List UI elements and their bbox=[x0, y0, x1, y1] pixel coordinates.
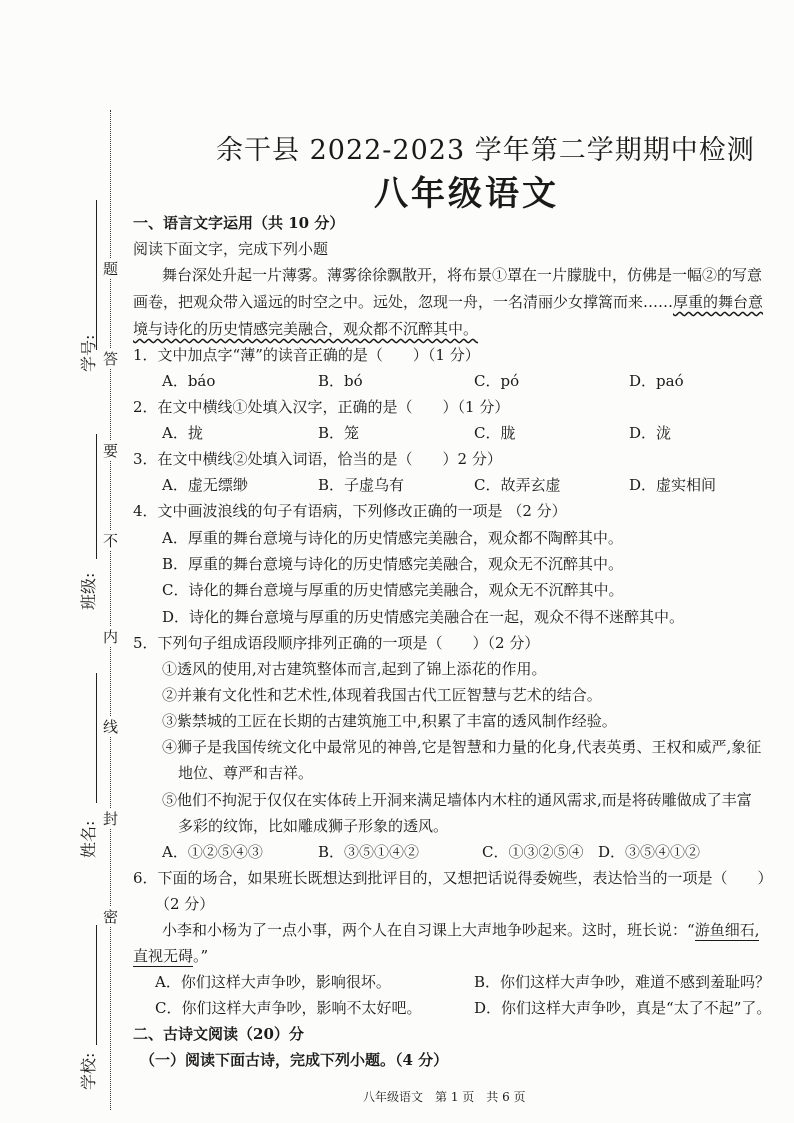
q1-option-c[interactable]: C．pó bbox=[474, 372, 520, 390]
q6-option-b[interactable]: B．你们这样大声争吵，难道不感到羞耻吗？ bbox=[474, 973, 771, 991]
q4-option-a[interactable]: A．厚重的舞台意境与诗化的历史情感完美融合，观众都不陶醉其中。 bbox=[162, 529, 623, 547]
name-line[interactable] bbox=[96, 673, 97, 803]
seal-char-1: 题 bbox=[103, 260, 119, 278]
q3-option-c[interactable]: C．故弄玄虚 bbox=[474, 476, 561, 494]
seal-char-4: 不 bbox=[103, 532, 119, 550]
q6-option-d[interactable]: D．你们这样大声争吵，真是“太了不起”了。 bbox=[474, 999, 772, 1017]
q3-stem: 3．在文中横线②处填入词语，恰当的是（ ）2 分） bbox=[133, 450, 502, 468]
student-no-label: 学号: bbox=[79, 334, 98, 372]
seal-char-7: 封 bbox=[103, 810, 119, 828]
section1-instruction: 阅读下面文字，完成下列小题 bbox=[133, 240, 329, 258]
seal-char-5: 内 bbox=[103, 628, 119, 646]
q6-option-a[interactable]: A．你们这样大声争吵，影响很坏。 bbox=[155, 973, 391, 991]
q6-context-line-1 bbox=[162, 919, 759, 940]
wavy-sentence-part-2: 境与诗化的历史情感完美融合，观众都不沉醉其中。 bbox=[133, 320, 479, 338]
section2-heading: 二、古诗文阅读（20）分 bbox=[133, 1025, 304, 1043]
class-label: 班级: bbox=[79, 572, 98, 610]
q6-stem-line-1: 6．下面的场合，如果班长既想达到批评目的，又想把话说得委婉些，表达恰当的一项是（ ） bbox=[133, 869, 773, 887]
q4-option-c[interactable]: C．诗化的舞台意境与厚重的历史情感完美融合，观众无不沉醉其中。 bbox=[162, 581, 624, 599]
passage-line-1: 舞台深处升起一片薄雾。薄雾徐徐飘散开，将布景①罩在一片朦胧中，仿佛是一幅②的写意 bbox=[162, 266, 763, 284]
q6-context-line-2 bbox=[133, 945, 208, 966]
q6-stem-line-2: （2 分） bbox=[155, 895, 215, 913]
q6-option-c[interactable]: C．你们这样大声争吵，影响不太好吧。 bbox=[155, 999, 422, 1017]
school-label: 学校: bbox=[79, 1052, 98, 1090]
q5-option-a[interactable]: A．①②⑤④③ bbox=[162, 843, 263, 861]
q5-option-d[interactable]: D．③⑤④①② bbox=[598, 843, 701, 861]
q2-option-d[interactable]: D．泷 bbox=[629, 424, 672, 442]
passage-line-3 bbox=[133, 318, 478, 339]
q2-option-a[interactable]: A．拢 bbox=[162, 424, 203, 442]
q6-context-end: 。” bbox=[193, 947, 209, 965]
q4-option-b[interactable]: B．厚重的舞台意境与诗化的历史情感完美融合，观众无不沉醉其中。 bbox=[162, 555, 624, 573]
q4-option-d[interactable]: D．诗化的舞台意境与厚重的历史情感完美融合在一起，观众不得不迷醉其中。 bbox=[162, 608, 685, 626]
seal-char-8: 密 bbox=[103, 908, 119, 926]
school-line[interactable] bbox=[96, 925, 97, 1045]
q5-stem: 5．下列句子组成语段顺序排列正确的一项是（ ）（2 分） bbox=[133, 634, 540, 652]
q5-sentence-4b: 地位、尊严和吉祥。 bbox=[178, 764, 314, 782]
q4-stem: 4．文中画波浪线的句子有语病，下列修改正确的一项是 （2 分） bbox=[133, 502, 567, 520]
q6-context-plain: 小李和小杨为了一点小事，两个人在自习课上大声地争吵起来。这时，班长说：“ bbox=[162, 921, 695, 939]
q6-context-underlined-1: 游鱼细石, bbox=[694, 921, 760, 939]
q5-option-b[interactable]: B．③⑤①④② bbox=[318, 843, 420, 861]
q5-sentence-1: ①透风的使用,对古建筑整体而言,起到了锦上添花的作用。 bbox=[162, 660, 547, 678]
exam-subtitle: 八年级语文 bbox=[374, 174, 559, 214]
seal-char-2: 答 bbox=[103, 350, 119, 368]
q3-option-a[interactable]: A．虚无缥缈 bbox=[162, 476, 248, 494]
q1-option-d[interactable]: D．paó bbox=[629, 372, 684, 390]
q2-option-c[interactable]: C．胧 bbox=[474, 424, 516, 442]
q1-option-b[interactable]: B．bó bbox=[318, 372, 363, 390]
q2-stem: 2．在文中横线①处填入汉字，正确的是（ ）（1 分） bbox=[133, 398, 510, 416]
seal-char-6: 线 bbox=[103, 718, 119, 736]
passage-line-2-plain: 画卷，把观众带入遥远的时空之中。远处，忽现一舟，一名清丽少女撑篙而来…… bbox=[133, 293, 674, 311]
class-line[interactable] bbox=[96, 434, 97, 559]
q5-sentence-3: ③紫禁城的工匠在长期的古建筑施工中,积累了丰富的透风制作经验。 bbox=[162, 712, 617, 730]
section1-heading: 一、语言文字运用（共 10 分） bbox=[133, 214, 345, 232]
q3-option-b[interactable]: B．子虚乌有 bbox=[318, 476, 405, 494]
q1-stem: 1．文中加点字“薄”的读音正确的是（ ）（1 分） bbox=[133, 346, 480, 364]
q6-context-underlined-2: 直视无碍 bbox=[133, 947, 194, 965]
q2-option-b[interactable]: B．笼 bbox=[318, 424, 360, 442]
q5-option-c[interactable]: C．①③②⑤④ bbox=[482, 843, 584, 861]
page-footer: 八年级语文 第 1 页 共 6 页 bbox=[363, 1090, 526, 1104]
seal-char-3: 要 bbox=[103, 442, 119, 460]
passage-line-2 bbox=[133, 291, 763, 312]
wavy-sentence-part-1: 厚重的舞台意 bbox=[673, 293, 764, 311]
student-no-line[interactable] bbox=[96, 200, 97, 350]
q3-option-d[interactable]: D．虚实相间 bbox=[629, 476, 717, 494]
exam-title: 余干县 2022-2023 学年第二学期期中检测 bbox=[216, 135, 755, 166]
q5-sentence-5a: ⑤他们不拘泥于仅仅在实体砖上开洞来满足墙体内木柱的通风需求,而是将砖雕做成了丰富 bbox=[162, 791, 752, 809]
q5-sentence-2: ②并兼有文化性和艺术性,体现着我国古代工匠智慧与艺术的结合。 bbox=[162, 686, 602, 704]
q5-sentence-5b: 多彩的纹饰，比如雕成狮子形象的透风。 bbox=[178, 817, 449, 835]
q1-option-a[interactable]: A．báo bbox=[162, 372, 216, 390]
name-label: 姓名: bbox=[79, 820, 98, 858]
section2-subheading: （一）阅读下面古诗，完成下列小题。（4 分） bbox=[140, 1051, 449, 1069]
q5-sentence-4a: ④狮子是我国传统文化中最常见的神兽,它是智慧和力量的化身,代表英勇、王权和威严,象征 bbox=[162, 738, 762, 756]
